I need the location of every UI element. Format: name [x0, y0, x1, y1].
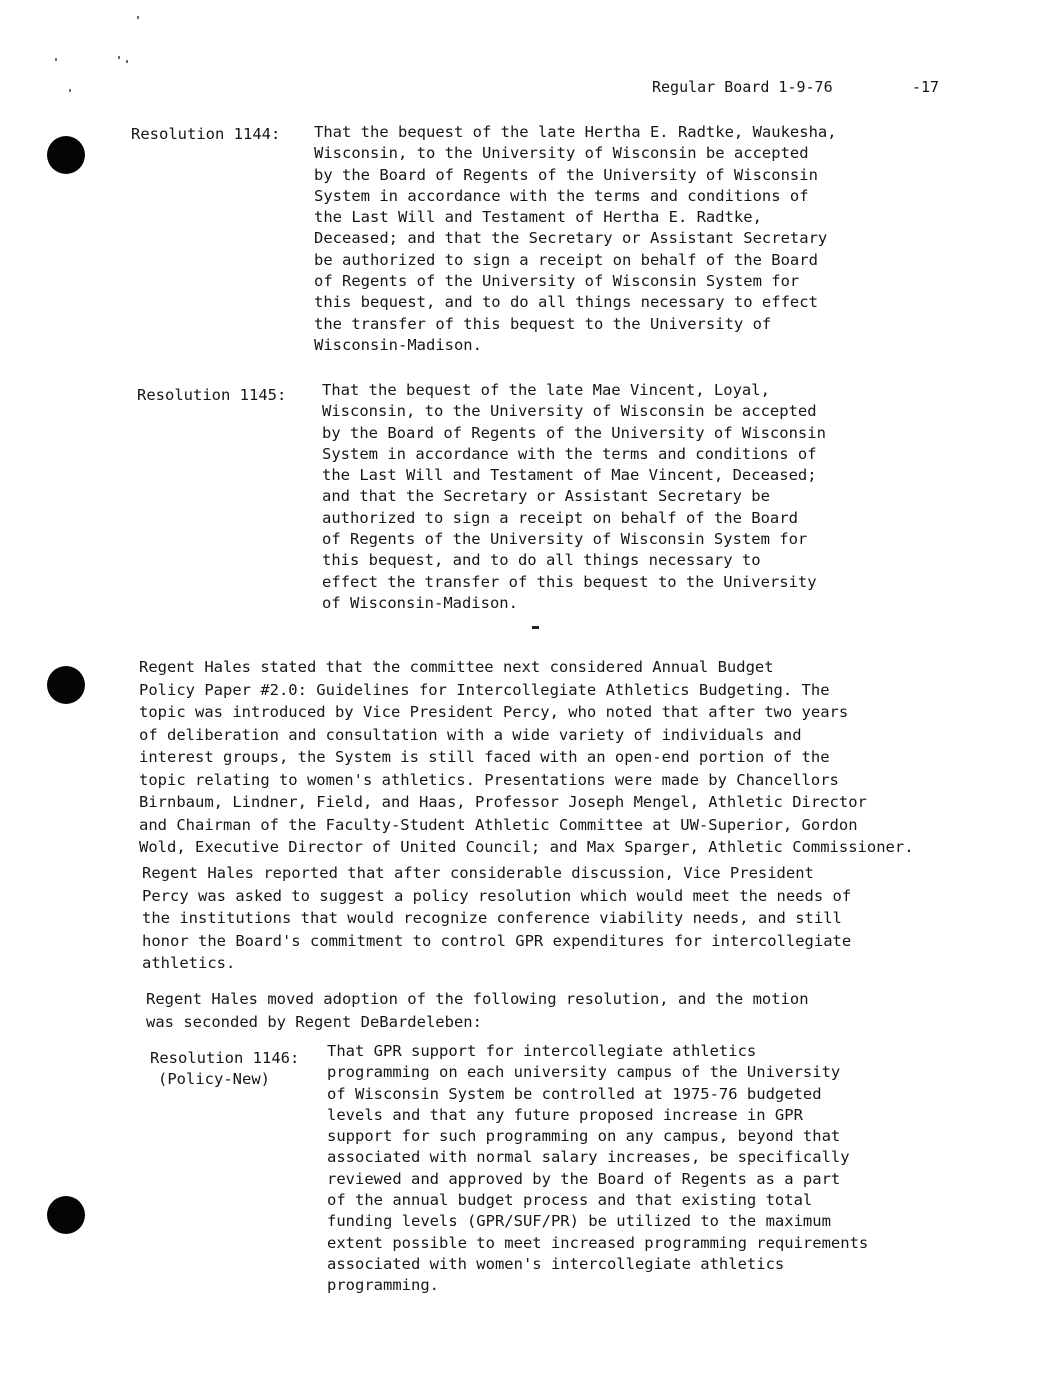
- scan-speck: [55, 58, 57, 61]
- resolution-text: That the bequest of the late Mae Vincent, Loyal, Wisconsin, to the University of Wisconsin be accepted by the Board of Regents of the University of Wisconsin System in accordance with the terms and conditions of the Last Will and Testament of Mae Vincent, Deceased; and that the Secretary or Assistant Secretary be authorized to sign a receipt on behalf of the Board of Regents of the University of Wisconsin System for this bequest, and to do all things necessary to effect the transfer of this bequest to the University of Wisconsin-Madison.: [322, 381, 826, 612]
- scan-speck: [69, 89, 71, 92]
- resolution-label: Resolution 1146:: [150, 1049, 300, 1067]
- resolution-label: Resolution 1144:: [131, 125, 281, 143]
- separator-dash: [532, 626, 539, 629]
- scan-speck: [118, 56, 120, 59]
- page-header: Regular Board 1-9-76: [652, 78, 833, 96]
- paragraph: Regent Hales moved adoption of the following resolution, and the motion was seconded by Regent DeBardeleben:: [146, 990, 809, 1031]
- paragraph: Regent Hales reported that after considerable discussion, Vice President Percy was asked to suggest a policy resolution which would meet the needs of the institutions that would recognize conference viability needs, and still honor the Board's commitment to control GPR expenditures for intercollegiate athletics.: [142, 864, 852, 972]
- scan-speck: [137, 16, 139, 19]
- punch-hole-middle: [47, 666, 85, 704]
- scan-speck: [126, 60, 128, 63]
- punch-hole-top: [47, 136, 85, 174]
- page-number: -17: [912, 78, 940, 96]
- resolution-text: That GPR support for intercollegiate athletics programming on each university campus of the University of Wisconsin System be controlled at 1975-76 budgeted levels and that any future proposed increase in GPR support for such programming on any campus, beyond that associated with normal salary increases, be specifically reviewed and approved by the Board of Regents as a part of the annual budget process and that existing total funding levels (GPR/SUF/PR) be utilized to the maximum extent possible to meet increased programming requirements associated with women's intercollegiate athletics programming.: [327, 1042, 869, 1295]
- resolution-text: That the bequest of the late Hertha E. Radtke, Waukesha, Wisconsin, to the University of Wisconsin be accepted by the Board of Regents of the University of Wisconsin System in accordance with the terms and conditions of the Last Will and Testament of Hertha E. Radtke, Deceased; and that the Secretary or Assistant Secretary be authorized to sign a receipt on behalf of the Board of Regents of the University of Wisconsin System for this bequest, and to do all things necessary to effect the transfer of this bequest to the University of Wisconsin-Madison.: [314, 123, 837, 354]
- resolution-label: Resolution 1145:: [137, 386, 287, 404]
- resolution-subtitle: (Policy-New): [158, 1070, 270, 1088]
- punch-hole-bottom: [47, 1196, 85, 1234]
- paragraph: Regent Hales stated that the committee next considered Annual Budget Policy Paper #2.0: Guidelines for Intercollegiate Athletics Budgeting. The topic was introduced by Vice President Percy, who noted that after two years of deliberation and consultation with a wide variety of individuals and interest groups, the System is still faced with an open-end portion of the topic relating to women's athletics. Presentations were made by Chancellors Birnbaum, Lindner, Field, and Haas, Professor Joseph Mengel, Athletic Director and Chairman of the Faculty-Student Athletic Committee at UW-Superior, Gordon Wold, Executive Director of United Council; and Max Sparger, Athletic Commissioner.: [139, 658, 914, 856]
